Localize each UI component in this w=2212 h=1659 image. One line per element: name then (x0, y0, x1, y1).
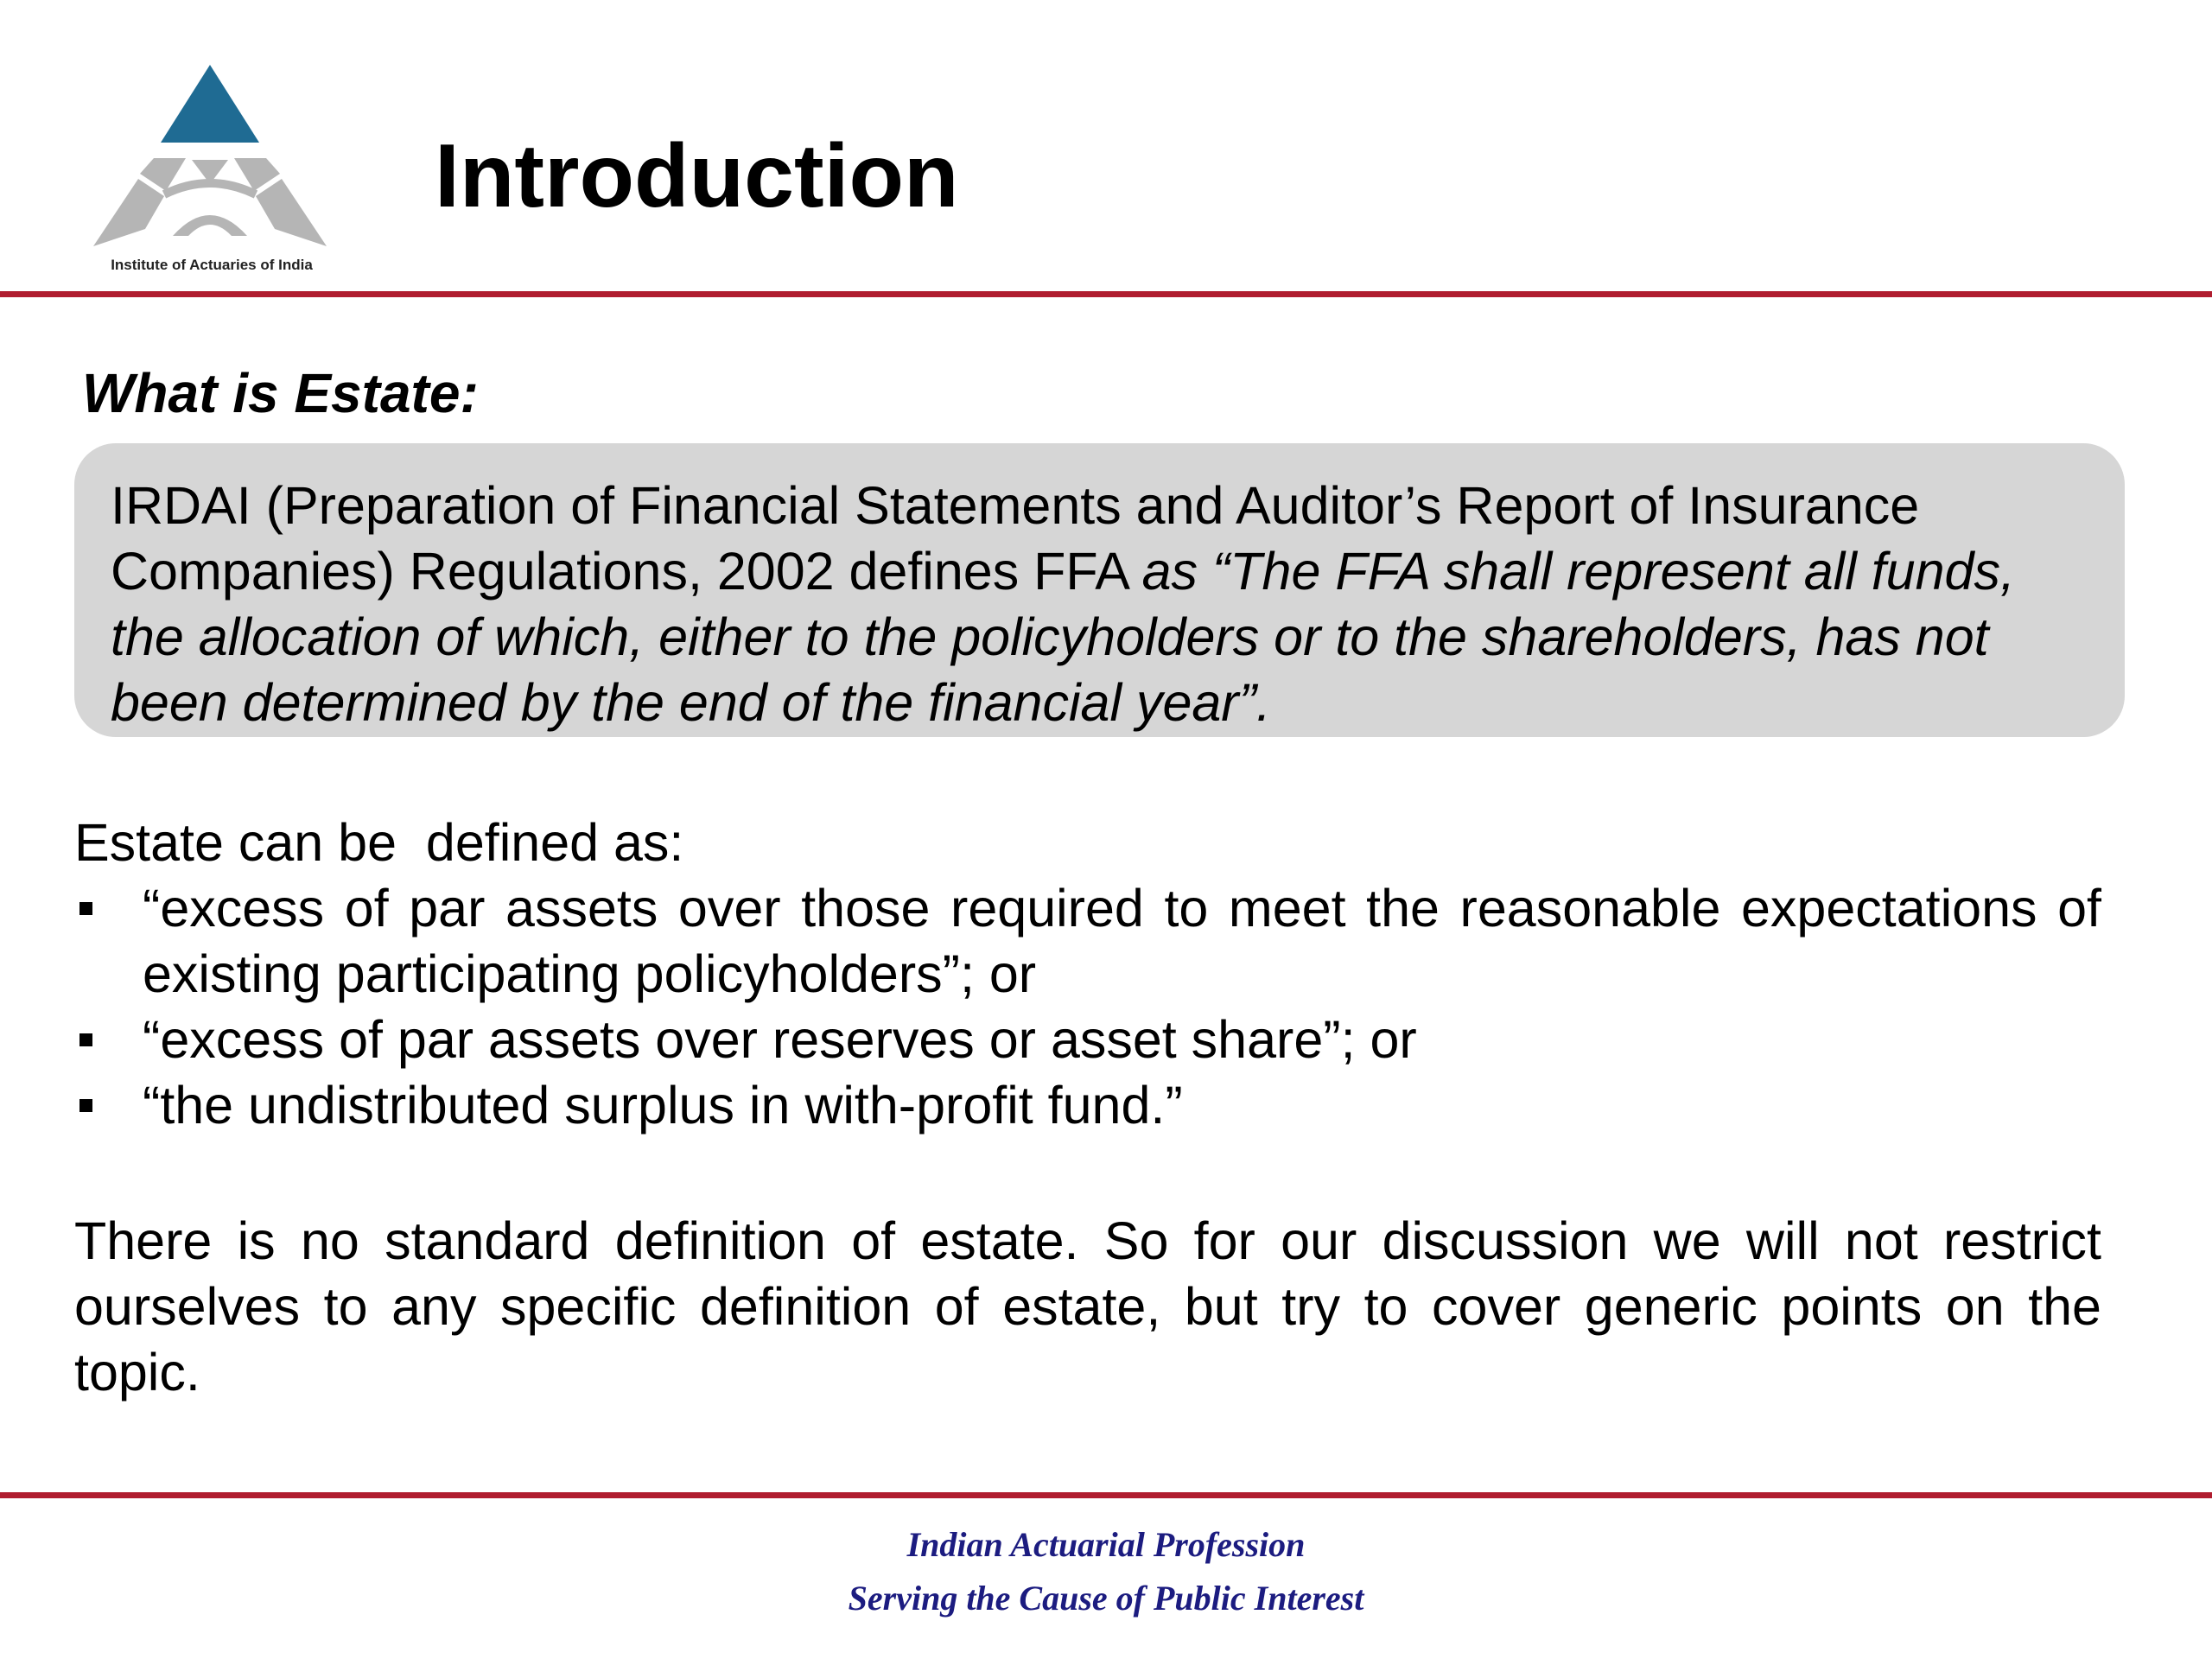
square-bullet-icon (79, 1033, 92, 1046)
header-divider (0, 291, 2212, 297)
footer-divider (0, 1492, 2212, 1498)
logo-caption: Institute of Actuaries of India (111, 257, 313, 273)
list-item (74, 1072, 2101, 1138)
footer-tagline-1: Indian Actuarial Profession (906, 1525, 1306, 1564)
closing-paragraph: There is no standard definition of estate. So for our discussion we will not restrict ourselves to any specific definition of estate, but try to cover generic points on the topic. (74, 1211, 2101, 1402)
square-bullet-icon (79, 902, 92, 915)
footer-tagline-2: Serving the Cause of Public Interest (848, 1579, 1364, 1618)
list-item-text: “excess of par assets over reserves or asset share”; or (143, 1010, 1417, 1069)
section-subheading: What is Estate: (82, 362, 479, 424)
estate-intro: Estate can be defined as: (74, 813, 684, 872)
list-item (74, 1007, 2101, 1072)
square-bullet-icon (79, 1099, 92, 1112)
definition-plain-text: IRDAI (Preparation of Financial Statements and Auditor’s Report of Insurance Companies) Regulations, 2002 defines FFA (111, 476, 1920, 601)
estate-definitions-list (74, 875, 2101, 1138)
list-item-text: “excess of par assets over those required to meet the reasonable expectations of existing participating policyholders”; or (143, 879, 2101, 1003)
list-item (74, 875, 2101, 1007)
slide-title: Introduction (435, 126, 959, 226)
definition-text (111, 473, 2090, 735)
list-item-text: “the undistributed surplus in with-profit fund.” (143, 1076, 1183, 1135)
definition-quote: as “The FFA shall represent all funds, the allocation of which, either to the policyholders or to the shareholders, has not been determined by the end of the financial year”. (111, 542, 2015, 732)
institute-logo (86, 65, 337, 281)
actuaries-emblem-icon (86, 65, 337, 255)
definition-box (74, 443, 2125, 737)
